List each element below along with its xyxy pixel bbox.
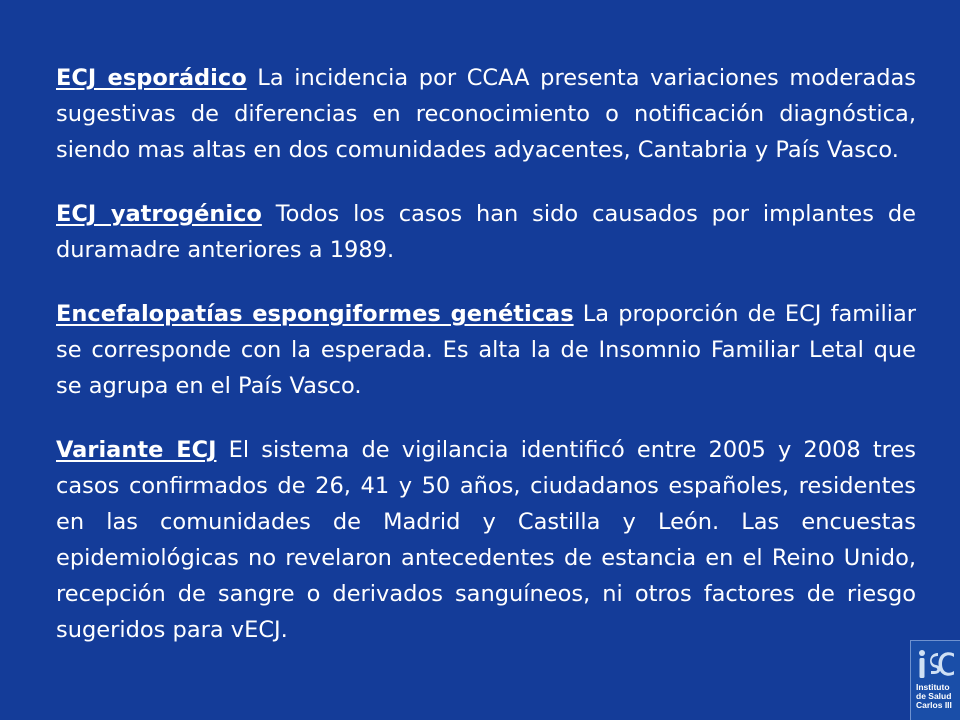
term-ecj-esporadico: ECJ esporádico: [56, 65, 247, 91]
paragraph-variante-ecj: [56, 432, 916, 648]
slide-body: [56, 60, 916, 676]
paragraph-text: La proporción de ECJ familiar se corresponde con la esperada. Es alta la de Insomnio Familiar Letal que se agrupa en el País Vasco.: [56, 301, 916, 399]
paragraph-encefalopatias-geneticas: [56, 296, 916, 404]
paragraph-text: La incidencia por CCAA presenta variaciones moderadas sugestivas de diferencias en reconocimiento o notificación diagnóstica, siendo mas altas en dos comunidades adyacentes, Cantabria y País Vasco.: [56, 65, 916, 163]
logo-line: Carlos III: [916, 700, 952, 710]
isc-logo-icon: [916, 647, 956, 683]
paragraph-ecj-esporadico: [56, 60, 916, 168]
logo-line: Instituto: [916, 682, 950, 692]
institute-logo: [910, 640, 960, 720]
term-variante-ecj: Variante ECJ: [56, 437, 217, 463]
paragraph-text: El sistema de vigilancia identificó entre 2005 y 2008 tres casos confirmados de 26, 41 y 50 años, ciudadanos españoles, residentes en las comunidades de Madrid y Castilla y León. Las encuestas epidemiológicas no revelaron antecedentes de estancia en el Reino Unido, recepción de sangre o derivados sanguíneos, ni otros factores de riesgo sugeridos para vECJ.: [56, 437, 916, 643]
paragraph-ecj-yatrogenico: [56, 196, 916, 268]
term-encefalopatias-geneticas: Encefalopatías espongiformes genéticas: [56, 301, 574, 327]
logo-line: de Salud: [916, 691, 952, 701]
logo-text: [916, 683, 952, 710]
paragraph-text: Todos los casos han sido causados por implantes de duramadre anteriores a 1989.: [56, 201, 917, 263]
term-ecj-yatrogenico: ECJ yatrogénico: [56, 201, 262, 227]
